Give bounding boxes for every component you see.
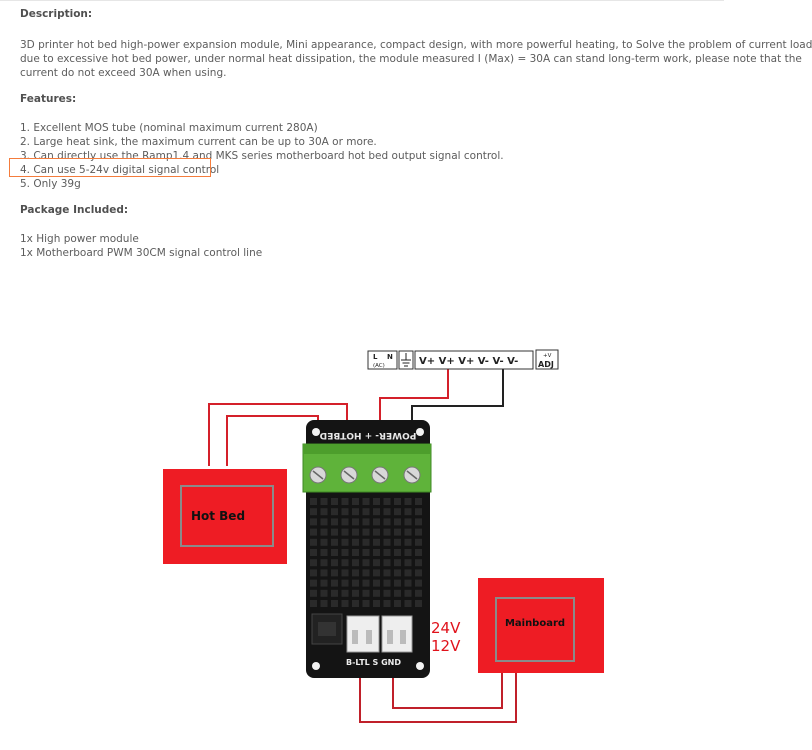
heat-sink-fin [394, 590, 401, 597]
heat-sink-fin [394, 539, 401, 546]
mount-hole-tl [312, 428, 320, 436]
heat-sink-fin [394, 559, 401, 566]
heat-sink-fin [331, 549, 338, 556]
heat-sink-fin [394, 508, 401, 515]
heat-sink-fin [331, 539, 338, 546]
heat-sink-fin [342, 498, 349, 505]
signal-connector-right [382, 616, 412, 652]
features-heading: Features: [20, 93, 77, 105]
heat-sink-fin [310, 539, 317, 546]
heat-sink-fin [331, 529, 338, 536]
heat-sink-fin [394, 529, 401, 536]
heat-sink-fin [394, 569, 401, 576]
heat-sink-fin [405, 580, 412, 587]
heat-sink-fin [394, 498, 401, 505]
heat-sink-fin [352, 549, 359, 556]
label-adj: ADJ [538, 360, 554, 369]
heat-sink-fin [321, 590, 328, 597]
heat-sink-fin [405, 508, 412, 515]
heat-sink-fin [310, 549, 317, 556]
heat-sink-fin [363, 529, 370, 536]
label-24v: 24V [431, 619, 461, 637]
heat-sink-fin [384, 600, 391, 607]
heat-sink-fin [342, 549, 349, 556]
heat-sink-fin [352, 569, 359, 576]
heat-sink [310, 498, 422, 607]
heat-sink-fin [415, 529, 422, 536]
heat-sink-fin [394, 518, 401, 525]
heat-sink-fin [342, 580, 349, 587]
heat-sink-fin [384, 498, 391, 505]
heat-sink-fin [415, 600, 422, 607]
heat-sink-fin [373, 590, 380, 597]
heat-sink-fin [331, 559, 338, 566]
heat-sink-fin [310, 498, 317, 505]
heat-sink-fin [363, 590, 370, 597]
heat-sink-fin [384, 559, 391, 566]
heat-sink-fin [321, 539, 328, 546]
heat-sink-fin [310, 518, 317, 525]
heat-sink-fin [405, 549, 412, 556]
heat-sink-fin [342, 590, 349, 597]
heat-sink-fin [363, 600, 370, 607]
heat-sink-fin [405, 539, 412, 546]
description-line-3: current do not exceed 30A when using. [20, 67, 227, 79]
heat-sink-fin [352, 518, 359, 525]
heat-sink-fin [415, 539, 422, 546]
power-supply-terminals [368, 350, 558, 369]
heat-sink-fin [415, 590, 422, 597]
heat-sink-fin [394, 549, 401, 556]
label-ac: (AC) [373, 363, 385, 369]
feature-item-2: 2. Large heat sink, the maximum current can be up to 30A or more. [20, 136, 377, 148]
heat-sink-fin [352, 580, 359, 587]
feature-item-4: 4. Can use 5-24v digital signal control [20, 164, 220, 176]
label-12v: 12V [431, 637, 461, 655]
hot-bed-label: Hot Bed [190, 509, 246, 523]
heat-sink-fin [352, 559, 359, 566]
label-n: N [387, 353, 393, 361]
heat-sink-fin [384, 529, 391, 536]
mainboard-label: Mainboard [504, 618, 566, 629]
feature-item-3: 3. Can directly use the Ramp1.4 and MKS series motherboard hot bed output signal control. [20, 150, 504, 162]
heat-sink-fin [342, 518, 349, 525]
heat-sink-fin [394, 600, 401, 607]
label-supply-terminals: V+ V+ V+ V- V- V- [419, 356, 519, 367]
heat-sink-fin [384, 518, 391, 525]
heat-sink-fin [352, 539, 359, 546]
heat-sink-fin [342, 508, 349, 515]
heat-sink-fin [384, 580, 391, 587]
heat-sink-fin [415, 559, 422, 566]
heat-sink-fin [310, 559, 317, 566]
heat-sink-fin [363, 518, 370, 525]
heat-sink-fin [384, 590, 391, 597]
heat-sink-fin [342, 600, 349, 607]
heat-sink-fin [405, 529, 412, 536]
heat-sink-fin [363, 559, 370, 566]
heat-sink-fin [363, 508, 370, 515]
heat-sink-fin [373, 580, 380, 587]
mount-hole-bl [312, 662, 320, 670]
heat-sink-fin [405, 590, 412, 597]
top-divider [0, 0, 724, 1]
heat-sink-fin [373, 508, 380, 515]
heat-sink-fin [321, 508, 328, 515]
heat-sink-fin [321, 559, 328, 566]
heat-sink-fin [384, 539, 391, 546]
heat-sink-fin [384, 569, 391, 576]
heat-sink-fin [352, 508, 359, 515]
heat-sink-fin [321, 580, 328, 587]
heat-sink-fin [373, 600, 380, 607]
heat-sink-fin [415, 549, 422, 556]
heat-sink-fin [415, 580, 422, 587]
heat-sink-fin [331, 580, 338, 587]
board-header-label: POWER- + HOTBED [319, 430, 417, 440]
heat-sink-fin [342, 569, 349, 576]
heat-sink-fin [321, 549, 328, 556]
heat-sink-fin [331, 518, 338, 525]
heat-sink-fin [373, 518, 380, 525]
heat-sink-fin [321, 600, 328, 607]
feature-item-1: 1. Excellent MOS tube (nominal maximum current 280A) [20, 122, 318, 134]
package-item-2: 1x Motherboard PWM 30CM signal control line [20, 247, 263, 259]
heat-sink-fin [310, 590, 317, 597]
wiring-diagram [0, 340, 724, 750]
heat-sink-fin [373, 569, 380, 576]
heat-sink-fin [363, 498, 370, 505]
heat-sink-fin [331, 508, 338, 515]
heat-sink-fin [342, 559, 349, 566]
heat-sink-fin [331, 498, 338, 505]
label-adj-top: +V [543, 353, 552, 359]
package-item-1: 1x High power module [20, 233, 139, 245]
highlight-box [9, 158, 211, 177]
heat-sink-fin [310, 569, 317, 576]
heat-sink-fin [310, 600, 317, 607]
heat-sink-fin [342, 529, 349, 536]
heat-sink-fin [363, 539, 370, 546]
package-heading: Package Included: [20, 204, 129, 216]
heat-sink-fin [363, 580, 370, 587]
heat-sink-fin [310, 580, 317, 587]
heat-sink-fin [321, 518, 328, 525]
heat-sink-fin [405, 498, 412, 505]
heat-sink-fin [310, 529, 317, 536]
description-line-1: 3D printer hot bed high-power expansion module, Mini appearance, compact design, with more powerful heating, to Solve the problem of current load [20, 39, 812, 51]
signal-connector-left [347, 616, 379, 652]
heat-sink-fin [384, 549, 391, 556]
hot-bed-block [163, 469, 287, 564]
heat-sink-fin [352, 600, 359, 607]
heat-sink-fin [321, 529, 328, 536]
heat-sink-fin [331, 600, 338, 607]
mount-hole-br [416, 662, 424, 670]
heat-sink-fin [405, 518, 412, 525]
heat-sink-fin [331, 590, 338, 597]
heat-sink-fin [363, 549, 370, 556]
heat-sink-fin [373, 549, 380, 556]
heat-sink-fin [405, 559, 412, 566]
heat-sink-fin [321, 498, 328, 505]
mainboard-block [478, 578, 604, 673]
heat-sink-fin [415, 498, 422, 505]
heat-sink-fin [352, 590, 359, 597]
signal-labels: B-LTL S GND [346, 658, 401, 667]
heat-sink-fin [415, 569, 422, 576]
heat-sink-fin [342, 539, 349, 546]
heat-sink-fin [373, 498, 380, 505]
description-heading: Description: [20, 8, 93, 20]
heat-sink-fin [373, 559, 380, 566]
heat-sink-fin [373, 529, 380, 536]
feature-item-5: 5. Only 39g [20, 178, 81, 190]
heat-sink-fin [405, 569, 412, 576]
heat-sink-fin [363, 569, 370, 576]
heat-sink-fin [405, 600, 412, 607]
heat-sink-fin [373, 539, 380, 546]
mosfet-module [303, 420, 431, 678]
heat-sink-fin [352, 498, 359, 505]
heat-sink-fin [394, 580, 401, 587]
heat-sink-fin [331, 569, 338, 576]
label-l: L [373, 353, 378, 361]
description-line-2: due to excessive hot bed power, under normal heat dissipation, the module measured I (Max) = 30A can stand long-term work, please note that the [20, 53, 802, 65]
heat-sink-fin [384, 508, 391, 515]
heat-sink-fin [415, 518, 422, 525]
heat-sink-fin [310, 508, 317, 515]
heat-sink-fin [321, 569, 328, 576]
heat-sink-fin [415, 508, 422, 515]
heat-sink-fin [352, 529, 359, 536]
